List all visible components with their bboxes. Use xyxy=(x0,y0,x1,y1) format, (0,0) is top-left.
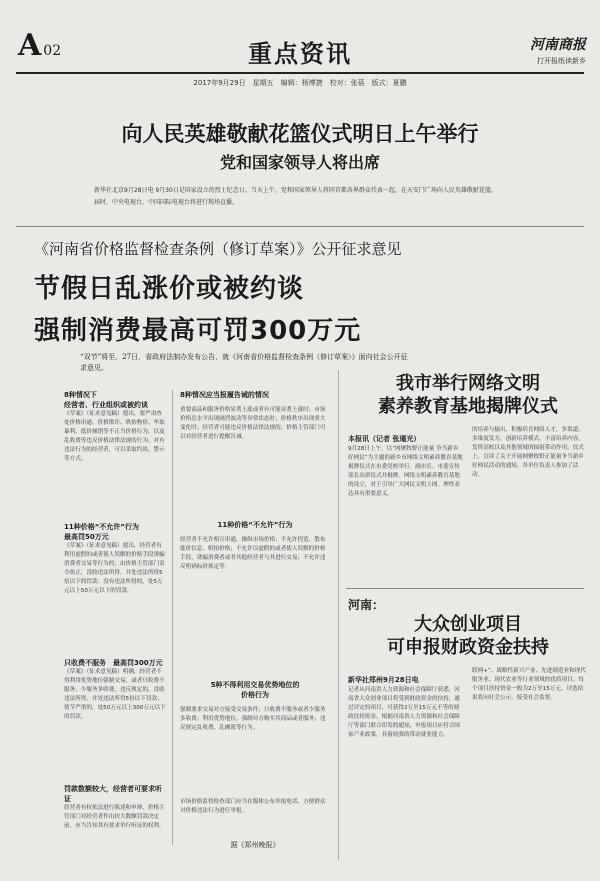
page-number-digits: 02 xyxy=(43,43,62,59)
right-divider xyxy=(346,588,584,589)
main-story-headline-1: 节假日乱涨价或被约谈 xyxy=(34,274,305,304)
col1-block xyxy=(64,390,166,508)
col1-sub2: 经营者、行业组织或被约谈 xyxy=(64,401,148,409)
main-story-headline-2: 强制消费最高可罚300万元 xyxy=(34,316,362,346)
col1-sub: 8种情况下 xyxy=(64,391,97,399)
right-story-2-text-b: 联网+”、战略性新兴产业、先进制造业和现代服务业、现代农业等行业领域的优质项目。每个项目扶持资金一般为2万至15万元，评选结果将向社会公示，接受社会监督。 xyxy=(472,668,586,701)
page-letter: A xyxy=(18,28,42,63)
right-story-1-body xyxy=(348,426,588,563)
dateline: 2017年9月29日 星期五 编辑：杨博捷 校对：张蓓 版式：夏鹏 xyxy=(193,79,407,87)
col1-sub: 只收费不服务 最高罚300万元 xyxy=(64,659,163,667)
main-story-intro: “双节”将至，27日，省政府法制办发布公告，就《河南省价格监督检查条例（修订草案）》面向社会公开征求意见。 xyxy=(80,353,408,372)
col1-sub2: 最高罚50万元 xyxy=(64,533,109,541)
section-divider xyxy=(16,226,584,227)
col2-block xyxy=(180,798,330,838)
col2-sub: 11种价格“不允许”行为 xyxy=(217,521,293,529)
main-story-col2 xyxy=(180,390,330,860)
right-story-1-col-a xyxy=(348,426,464,563)
col2-text: 重要商品和服务价格显著上涨或者有可能显著上涨时；市场价格总水平出现剧烈波动等异常状态时；价格秩序出现重大变化时；经营者可能违反价格法律法规的，价格主管部门可以对经营者进行提醒告诫。 xyxy=(180,407,326,440)
section-title: 重点资讯 xyxy=(248,40,352,68)
col2-text: 市场价格监督检查部门应当在媒体公布举报电话，方便群众对价格违法行为进行举报。 xyxy=(180,799,326,814)
col2-sub: 8种情况应当报履告诫的情况 xyxy=(180,391,269,399)
col1-text: 经营者有权依法进行陈述和申辩，价格主管部门对经营者作出较大数额罚款决定前，应当告知其有要求举行听证的权利。 xyxy=(64,805,165,829)
col2-text: 经营者不允许相互串通，操纵市场价格；不允许捏造、散布涨价信息，哄抬价格；不允许以虚假的或者使人误解的价格手段，诱骗消费者或者其他经营者与其进行交易；不允许违反明码标价规定等。 xyxy=(180,537,326,570)
col1-text: 《草案》（征求意见稿）明确，经营者不得利用优势地位强制交易，或者只收费不服务、少服务多收费。违反规定的，没收违法所得，并处违法所得5倍以下罚款；情节严重的，处50万元以上300万元以下的罚款。 xyxy=(64,669,166,720)
top-story-title: 向人民英雄敬献花篮仪式明日上午举行 xyxy=(121,121,479,146)
col2-block xyxy=(180,680,330,790)
main-story-kicker: 《河南省价格监督检查条例（修订草案）》公开征求意见 xyxy=(34,240,402,258)
header-rule xyxy=(16,72,584,74)
col2-block xyxy=(180,520,330,670)
right-story-2-col-a xyxy=(348,667,464,866)
right-story-1-col-b xyxy=(472,426,588,563)
col1-text: 《草案》（征求意见稿）提出，要严肃查处价格串通、价格欺诈、哄抬物价、牟取暴利、低价倾销等不正当价格行为，以及乱收费等违反价格法律法规的行为。对有违法行为的经营者，可以采取约谈、警示等方式。 xyxy=(64,411,165,462)
right-story-1-text-a: 9月28日上午，以“网聚牧野正能量 争当新乡好网民”为主题的新乡市网络文明素养教育基地揭牌仪式在市委党校举行。副市长、市委宣传部长出席仪式并揭牌。网络文明素养教育基地的设立，对于引导广大网民文明上网、理性表达具有重要意义。 xyxy=(348,446,463,497)
right-story-2-title-line2: 可申报财政资金扶持 xyxy=(387,637,549,658)
right-story-2-region: 河南： xyxy=(348,598,385,612)
col1-text: 《草案》（征求意见稿）提出，经营者有利用虚假的或者使人误解的价格手段诱骗消费者交易等行为的，由价格主管部门责令改正，没收违法所得，并处违法所得5倍以下的罚款；没有违法所得的，处5万元以上50万元以下的罚款。 xyxy=(64,543,165,594)
col1-block xyxy=(64,658,166,768)
col2-block xyxy=(180,390,330,510)
right-story-1-byline: 本报讯（记者 张瑾光） xyxy=(348,435,421,443)
right-story-1-title-line1: 我市举行网络文明 xyxy=(396,373,540,394)
top-story-lead-p2: 届时，中央电视台、中国国际电视台将进行现场直播。 xyxy=(94,199,239,206)
top-story-subtitle: 党和国家领导人将出席 xyxy=(219,153,380,172)
right-story-2 xyxy=(348,596,588,866)
col1-block xyxy=(64,522,166,644)
col2-text: 强制要求交易对方接受交易条件；只收费不服务或者少服务多收费；利用优势地位，强制对方购买其商品或者服务；违反规定乱收费、乱摊派等行为。 xyxy=(180,707,326,731)
brand-tagline: 打开报纸读新乡 xyxy=(537,57,586,65)
right-story-2-text-a: 记者从河南省人力资源和社会保障厅获悉，河南省大众创业项目将受到财政资金的扶持，通过评定的项目，可获得2万至15万元不等的财政扶持资金。根据河南省人力资源和社会保障厅等部门联合印发的通知，申报项目应符合国家产业政策，具备较强的带动就业能力。 xyxy=(348,687,460,738)
top-story-lead-p1: 新华社北京9月28日电 9月30日是国家设立的烈士纪念日。当天上午，党和国家领导人将同首都各界群众代表一起，在天安门广场向人民英雄敬献花篮。 xyxy=(94,187,497,194)
right-story-2-body xyxy=(348,667,588,866)
right-story-1 xyxy=(348,372,588,563)
right-story-2-byline: 新华社郑州9月28日电 xyxy=(348,676,419,684)
right-story-1-text-b: 的培养与输出，积极培育网络人才，多渠道、多维度发力，创新培养模式，丰富培养内容，发挥高校以及其他领域的辐射带动作用。仪式上，宣读了关于开展网聚牧野正能量争当新乡好网民活动的通知，各单位负责人参加了活动。 xyxy=(472,427,584,478)
col2-sub2: 价格行为 xyxy=(241,691,269,699)
col1-block xyxy=(64,784,166,854)
col1-sub: 罚款数额较大，经营者可要求听证 xyxy=(64,785,162,803)
col2-sub: 5种不得利用交易优势地位的 xyxy=(210,681,300,689)
brand-logo: 河南商报 xyxy=(530,37,586,53)
brand xyxy=(530,34,586,66)
right-story-2-title-line1: 大众创业项目 xyxy=(414,614,522,635)
top-story-lead xyxy=(94,186,534,208)
right-story-2-col-b xyxy=(472,667,588,866)
main-story-col1 xyxy=(64,390,166,860)
right-story-1-title-line2: 素养教育基地揭牌仪式 xyxy=(378,396,558,417)
main-story-source: 据《郑州晚报》 xyxy=(230,841,280,849)
column-divider xyxy=(172,390,173,845)
column-divider xyxy=(338,370,339,860)
col1-sub: 11种价格“不允许”行为 xyxy=(64,523,139,531)
